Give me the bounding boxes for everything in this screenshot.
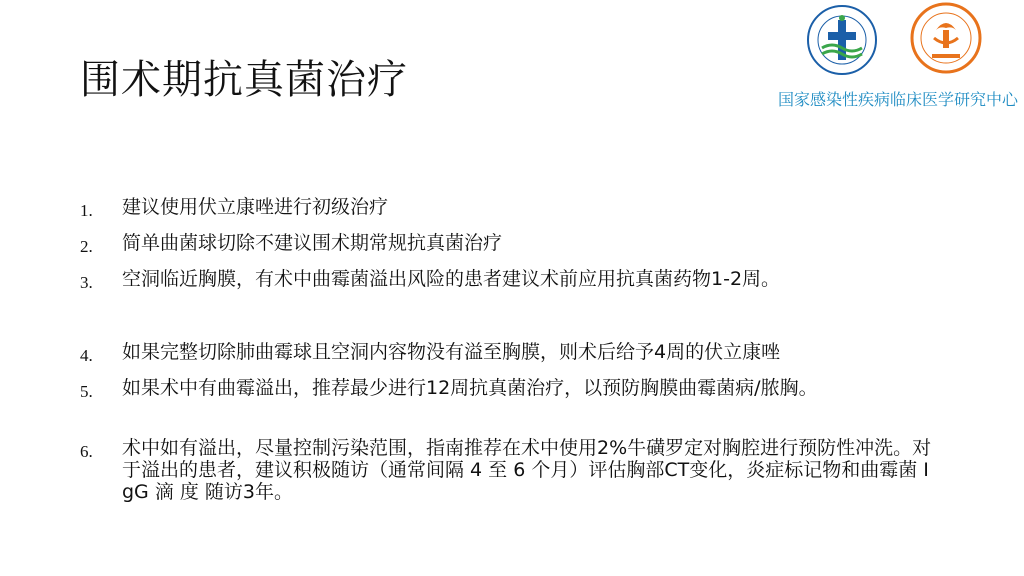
list-item xyxy=(80,437,940,503)
hospital-logo-icon xyxy=(806,4,878,76)
list-item-text: 如果完整切除肺曲霉球且空洞内容物没有溢至胸膜，则术后给予4周的伏立康唑 xyxy=(122,341,781,363)
list-item xyxy=(80,377,980,403)
list-item xyxy=(80,341,980,367)
list-item-number: 5. xyxy=(80,382,93,401)
list-item-text: 简单曲菌球切除不建议围术期常规抗真菌治疗 xyxy=(122,232,503,254)
org-name: 国家感染性疾病临床医学研究中心 xyxy=(777,90,1018,109)
list-item xyxy=(80,196,980,222)
list-item-text: 建议使用伏立康唑进行初级治疗 xyxy=(122,196,389,218)
list-item-number: 4. xyxy=(80,346,93,365)
list-item-text: 空洞临近胸膜，有术中曲霉菌溢出风险的患者建议术前应用抗真菌药物1-2周。 xyxy=(122,268,781,290)
university-logo-icon xyxy=(910,2,982,74)
list-item-number: 2. xyxy=(80,237,93,256)
list-item-text: 术中如有溢出，尽量控制污染范围，指南推荐在术中使用2%牛磺罗定对胸腔进行预防性冲洗。对于溢出的患者，建议积极随访（通常间隔 4 至 6 个月）评估胸部CT变化，炎症标记物和曲霉菌 IgG 滴 度 随访3年。 xyxy=(122,437,932,503)
list-item-number: 1. xyxy=(80,201,93,220)
list-item xyxy=(80,268,980,294)
list-item xyxy=(80,232,980,258)
list-item-text: 如果术中有曲霉溢出，推荐最少进行12周抗真菌治疗，以预防胸膜曲霉菌病/脓胸。 xyxy=(122,377,818,399)
list-item-number: 3. xyxy=(80,273,93,292)
slide-title: 围术期抗真菌治疗 xyxy=(80,57,408,103)
list-item-number: 6. xyxy=(80,442,93,461)
